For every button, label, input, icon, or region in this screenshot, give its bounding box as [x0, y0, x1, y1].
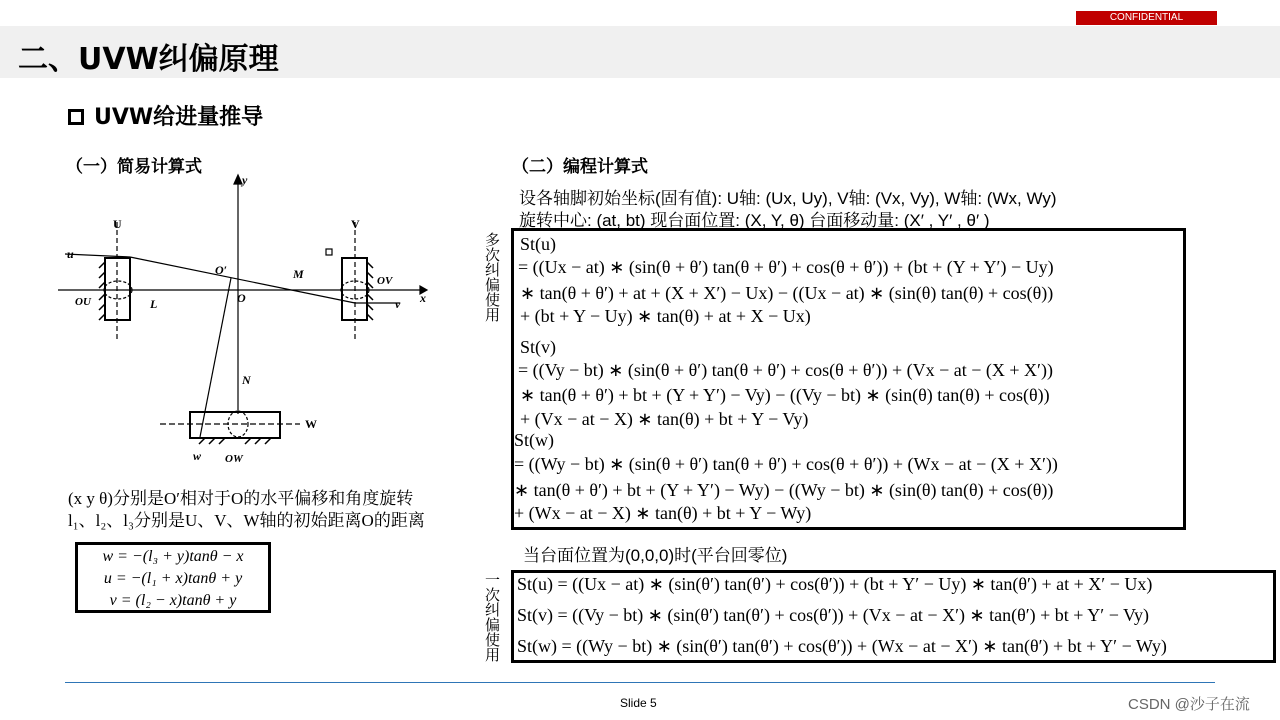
rotation-center-info: 旋转中心: (at, bt) 现台面位置: (X, Y, θ) 台面移动量: (X′ , Y′ , θ′ ) — [519, 211, 990, 230]
confidential-badge: CONFIDENTIAL — [1076, 11, 1217, 25]
formula-line: ∗ tan(θ + θ′) + bt + (Y + Y′) − Wy) − ((Wy − bt) ∗ (sin(θ) tan(θ) + cos(θ)) — [514, 480, 1054, 500]
formula-line: + (bt + Y − Uy) ∗ tan(θ) + at + X − Ux) — [520, 306, 811, 326]
formula-line: St(u) — [520, 234, 556, 254]
zero-position-note: 当台面位置为(0,0,0)时(平台回零位) — [523, 546, 788, 565]
label-OV: OV — [377, 275, 393, 287]
simple-formula-box — [75, 542, 271, 613]
footer-divider — [65, 682, 1215, 683]
formula-line: St(v) — [520, 337, 556, 357]
formula-line: St(v) = ((Vy − bt) ∗ (sin(θ′) tan(θ′) + cos(θ′)) + (Vx − at − X′) ∗ tan(θ′) + bt + Y′ − Vy) — [517, 605, 1150, 625]
right-heading: （二）编程计算式 — [512, 157, 648, 177]
label-M: M — [293, 267, 304, 281]
description-distance: l₁、l₂、l₃分别是U、V、W轴的初始距离O的距离 — [68, 511, 425, 530]
label-OW: OW — [225, 453, 243, 465]
formula-u: u = −(l₁ + x)tanθ + y — [103, 570, 243, 587]
label-v: v — [395, 297, 401, 311]
page-title: 二、UVW纠偏原理 — [18, 42, 279, 77]
label-L: L — [150, 297, 158, 311]
label-u: u — [67, 247, 74, 261]
label-U: U — [113, 217, 122, 231]
left-heading: （一）简易计算式 — [66, 157, 202, 177]
formula-line: + (Wx − at − X) ∗ tan(θ) + bt + Y − Wy) — [514, 503, 812, 523]
label-W: W — [305, 417, 317, 431]
label-w: w — [193, 449, 202, 463]
formula-line: ∗ tan(θ + θ′) + at + (X + X′) − Ux) − ((Ux − at) ∗ (sin(θ) tan(θ) + cos(θ)) — [520, 283, 1054, 303]
square-bullet-icon — [68, 109, 84, 125]
label-O-prime: O′ — [215, 263, 228, 277]
formula-line: ∗ tan(θ + θ′) + bt + (Y + Y′) − Vy) − ((Vy − bt) ∗ (sin(θ) tan(θ) + cos(θ)) — [520, 385, 1050, 405]
section-subtitle — [68, 100, 263, 131]
label-x: x — [420, 291, 426, 305]
axis-initial-coords: 设各轴脚初始坐标(固有值): U轴: (Ux, Uy), V轴: (Vx, Vy), W轴: (Wx, Wy) — [519, 189, 1057, 208]
formula-line: St(w) = ((Wy − bt) ∗ (sin(θ′) tan(θ′) + cos(θ′)) + (Wx − at − X′) ∗ tan(θ′) + bt + Y′ − Wy) — [517, 636, 1167, 656]
slide-number: Slide 5 — [620, 696, 657, 710]
description-offset: (x y θ)分别是O′相对于O的水平偏移和角度旋转 — [68, 489, 414, 508]
formula-w: w = −(l₃ + y)tanθ − x — [102, 548, 244, 565]
label-O: O — [237, 291, 246, 305]
formula-line: = ((Ux − at) ∗ (sin(θ + θ′) tan(θ + θ′) + cos(θ + θ′)) + (bt + (Y + Y′) − Uy) — [518, 257, 1054, 277]
single-correction-label: 一次纠偏使用 — [483, 572, 501, 662]
uvw-diagram — [55, 172, 430, 467]
multi-correction-label: 多次纠偏使用 — [483, 232, 501, 322]
label-V: V — [351, 217, 360, 231]
formula-line: = ((Wy − bt) ∗ (sin(θ + θ′) tan(θ + θ′) + cos(θ + θ′)) + (Wx − at − (X + X′)) — [514, 454, 1058, 474]
subtitle-text: UVW给进量推导 — [94, 105, 264, 130]
watermark: CSDN @沙子在流 — [1128, 696, 1250, 713]
formula-line: = ((Vy − bt) ∗ (sin(θ + θ′) tan(θ + θ′) + cos(θ + θ′)) + (Vx − at − (X + X′)) — [518, 360, 1053, 380]
label-OU: OU — [75, 296, 91, 308]
formula-line: St(u) = ((Ux − at) ∗ (sin(θ′) tan(θ′) + cos(θ′)) + (bt + Y′ − Uy) ∗ tan(θ′) + at + X′ − Ux) — [517, 574, 1153, 594]
formula-line: + (Vx − at − X) ∗ tan(θ) + bt + Y − Vy) — [520, 409, 809, 429]
formula-v: v = (l₂ − x)tanθ + y — [109, 592, 237, 609]
formula-line: St(w) — [514, 430, 554, 450]
label-y: y — [242, 173, 248, 187]
label-N: N — [242, 373, 251, 387]
